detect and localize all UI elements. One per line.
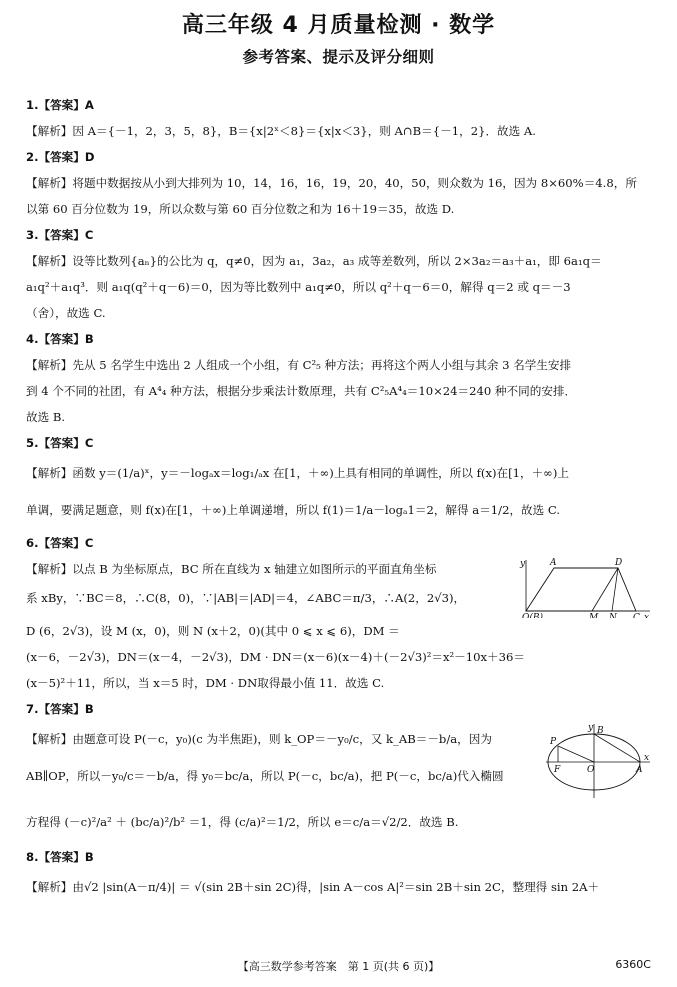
answer-content — [26, 92, 652, 904]
answer-label: 5.【答案】C — [26, 436, 94, 450]
fig6-label: O(B) — [522, 613, 544, 618]
segment-dn — [612, 568, 618, 611]
explanation-line: 以第 60 百分位数为 19，所以众数与第 60 百分位数之和为 16＋19＝35，故选 D. — [26, 202, 455, 216]
fig7-label: O — [587, 765, 595, 775]
explanation-line: 【解析】函数 y＝(1/a)ˣ，y＝－logₐx＝log₁/ₐx 在[1，＋∞)上具有相同的单调性，所以 f(x)在[1，＋∞)上 — [26, 466, 569, 480]
segment-op — [558, 746, 594, 762]
fig6-label: M — [589, 613, 599, 618]
explanation-line: AB∥OP，所以－y₀/c＝－b/a，得 y₀＝bc/a，所以 P(－c，bc/a)，把 P(－c，bc/a)代入椭圆 — [26, 769, 504, 783]
explanation-line: 方程得 (－c)²/a² ＋ (bc/a)²/b² ＝1，得 (c/a)²＝1/2，所以 e＝c/a＝√2/2．故选 B. — [26, 815, 459, 829]
explanation-line: 【解析】由√2 |sin(A－π/4)| ＝ √(sin 2B＋sin 2C)得，|sin A－cos A|²＝sin 2B＋sin 2C，整理得 sin 2A＋ — [26, 880, 600, 894]
q6-text — [26, 556, 512, 614]
fig6-label: C — [633, 613, 640, 618]
explanation-line: 到 4 个不同的社团，有 A⁴₄ 种方法，根据分步乘法计数原理，共有 C²₅A⁴₄＝10×24＝240 种不同的安排． — [26, 384, 577, 398]
explanation-line: 【解析】以点 B 为坐标原点，BC 所在直线为 x 轴建立如图所示的平面直角坐标 — [26, 562, 437, 576]
page-subtitle: 参考答案、提示及评分细则 — [242, 48, 435, 66]
answer-label: 1.【答案】A — [26, 98, 94, 112]
explanation-line: (x－6，－2√3)，DN＝(x－4，－2√3)，DM · DN＝(x－6)(x－4)＋(－2√3)²＝x²－10x＋36＝ — [26, 650, 525, 664]
explanation-line: 系 xBy，∵BC＝8，∴C(8，0)，∵|AB|＝|AD|＝4，∠ABC＝π/3，∴A(2，2√3)， — [26, 591, 466, 605]
explanation-line: (x－5)²＋11，所以，当 x＝5 时，DM · DN取得最小值 11．故选 C. — [26, 676, 385, 690]
explanation-line: （舍），故选 C. — [26, 306, 106, 320]
explanation-line: 【解析】设等比数列{aₙ}的公比为 q，q≠0，因为 a₁，3a₂，a₃ 成等差数列，所以 2×3a₂＝a₃＋a₁，即 6a₁q＝ — [26, 254, 602, 268]
explanation-line: 单调，要满足题意，则 f(x)在[1，＋∞)上单调递增，所以 f(1)＝1/a－logₐ1＝2，解得 a＝1/2，故选 C. — [26, 503, 561, 517]
q7-block — [26, 722, 652, 800]
fig6-label: A — [550, 558, 557, 568]
trapezoid-diagram — [512, 556, 652, 618]
explanation-line: 【解析】由题意可设 P(－c，y₀)(c 为半焦距)，则 k_OP＝－y₀/c，又 k_AB＝－b/a，因为 — [26, 732, 492, 746]
answer-label: 6.【答案】C — [26, 536, 94, 550]
explanation-line: 【解析】将题中数据按从小到大排列为 10，14，16，16，19，20，40，50，则众数为 16，因为 8×60%＝4.8，所 — [26, 176, 637, 190]
ellipse-diagram — [544, 722, 652, 800]
fig6-label: N — [609, 613, 617, 618]
fig7-label: F — [554, 765, 561, 775]
document-code: 6360C — [615, 958, 651, 971]
fig6-label: D — [615, 558, 623, 568]
q6-block — [26, 556, 652, 618]
fig7-label: P — [550, 737, 557, 747]
answer-label: 3.【答案】C — [26, 228, 94, 242]
answer-label: 8.【答案】B — [26, 850, 94, 864]
explanation-line: 【解析】先从 5 名学生中选出 2 人组成一个小组，有 C²₅ 种方法；再将这个两人小组与其余 3 名学生安排 — [26, 358, 572, 372]
ellipse-figure — [544, 722, 652, 800]
trapezoid-figure — [512, 556, 652, 618]
answer-label: 2.【答案】D — [26, 150, 95, 164]
fig6-label: x — [644, 613, 650, 618]
explanation-line: a₁q²＋a₁q³．则 a₁q(q²＋q－6)＝0，因为等比数列中 a₁q≠0，所以 q²＋q－6＝0，解得 q＝2 或 q＝－3 — [26, 280, 571, 294]
segment-dm — [592, 568, 618, 611]
segment-ab — [594, 734, 640, 762]
fig7-label: B — [597, 726, 604, 736]
explanation-line: 故选 B. — [26, 410, 66, 424]
fig6-label: y — [520, 559, 526, 569]
q7-text — [26, 722, 544, 796]
page-footer: 【高三数学参考答案 第 1 页(共 6 页)】 — [237, 960, 440, 973]
answer-label: 7.【答案】B — [26, 702, 94, 716]
fig7-label: x — [644, 753, 650, 763]
page-title: 高三年级 4 月质量检测 · 数学 — [181, 13, 496, 38]
answer-label: 4.【答案】B — [26, 332, 94, 346]
fig7-label: y — [588, 723, 594, 733]
explanation-line: D (6，2√3)，设 M (x，0)，则 N (x＋2，0)(其中 0 ⩽ x ⩽ 6)，DM ＝ — [26, 624, 400, 638]
trapezoid-abcd — [526, 568, 636, 611]
explanation-line: 【解析】因 A＝{－1，2，3，5，8}，B＝{x|2ˣ＜8}＝{x|x＜3}，则 A∩B＝{－1，2}．故选 A. — [26, 124, 536, 138]
fig7-label: A — [636, 765, 643, 775]
